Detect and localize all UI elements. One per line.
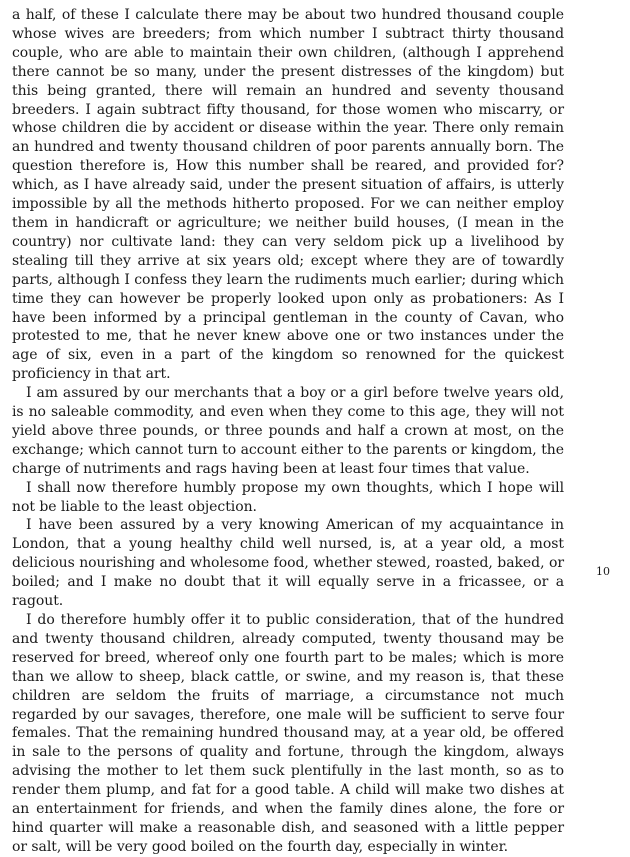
paragraph-4: I have been assured by a very knowing American of my acquaintance in London, that a young healthy child well nursed, is, at a year old, a most delicious nourishing and wholesome food, whether stewed, roasted, baked, or boiled; and I make no doubt that it will equally serve in a fricassee, or a ragout. (12, 517, 564, 610)
paragraph-3: I shall now therefore humbly propose my own thoughts, which I hope will not be liable to the least objection. (12, 479, 564, 515)
margin-line-number: 10 (596, 565, 610, 578)
paragraph-1: a half, of these I calculate there may be about two hundred thousand couple whose wives are breeders; from which number I subtract thirty thousand couple, who are able to maintain their own children, (although I apprehend there cannot be so many, under the present distresses of the kingdom) but this being granted, there will remain an hundred and seventy thousand breeders. I again subtract fifty thousand, for those women who miscarry, or whose children die by accident or disease within the year. There only remain an hundred and twenty thousand children of poor parents annually born. The question therefore is, How this number shall be reared, and provided for? which, as I have already said, under the present situation of affairs, is utterly impossible by all the methods hitherto proposed. For we can neither employ them in handicraft or agriculture; we neither build houses, (I mean in the country) nor cultivate land: they can very seldom pick up a livelihood by stealing till they arrive at six years old; except where they are of towardly parts, although I confess they learn the rudiments much earlier; during which time they can however be properly looked upon only as probationers: As I have been informed by a principal gentleman in the county of Cavan, who protested to me, that he never knew above one or two instances under the age of six, even in a part of the kingdom so renowned for the quickest proficiency in that art. (12, 7, 564, 383)
document-page (12, 6, 564, 857)
paragraph-5: I do therefore humbly offer it to public consideration, that of the hundred and twenty thousand children, already computed, twenty thousand may be reserved for breed, whereof only one fourth part to be males; which is more than we allow to sheep, black cattle, or swine, and my reason is, that these children are seldom the fruits of marriage, a circumstance not much regarded by our savages, therefore, one male will be sufficient to serve four females. That the remaining hundred thousand may, at a year old, be offered in sale to the persons of quality and fortune, through the kingdom, always advising the mother to let them suck plentifully in the last month, so as to render them plump, and fat for a good table. A child will make two dishes at an entertainment for friends, and when the family dines alone, the fore or hind quarter will make a reasonable dish, and seasoned with a little pepper or salt, will be very good boiled on the fourth day, especially in winter. (12, 612, 564, 855)
paragraph-2: I am assured by our merchants that a boy or a girl before twelve years old, is no saleable commodity, and even when they come to this age, they will not yield above three pounds, or three pounds and half a crown at most, on the exchange; which cannot turn to account either to the parents or kingdom, the charge of nutriments and rags having been at least four times that value. (12, 385, 564, 477)
